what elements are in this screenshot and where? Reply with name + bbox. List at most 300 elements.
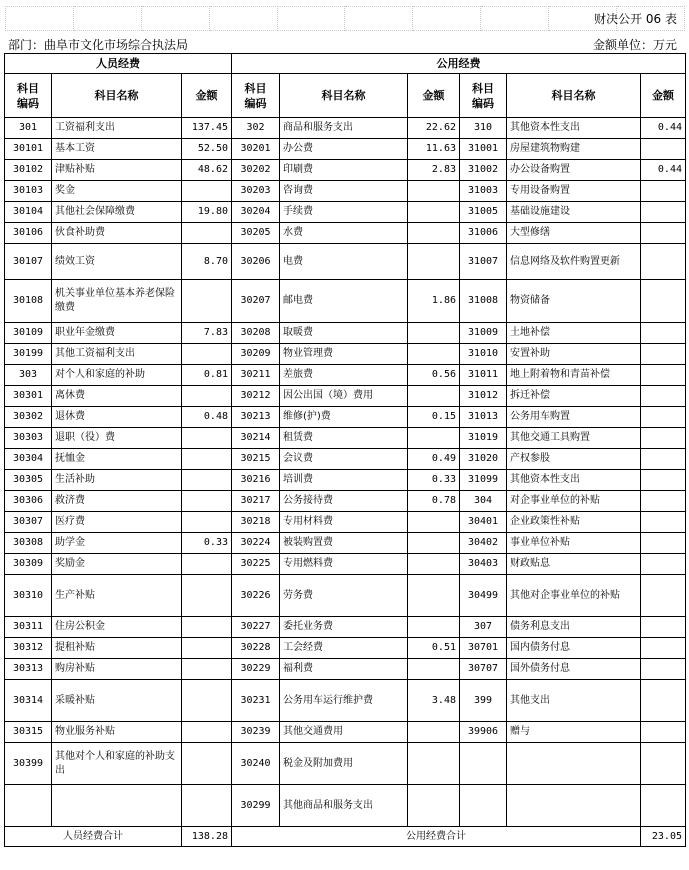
cell-code: 31008 — [460, 280, 507, 323]
cell-code: 31010 — [460, 344, 507, 365]
cell-name: 维修(护)费 — [280, 407, 408, 428]
cell-amount — [182, 617, 232, 638]
cell-name: 伙食补助费 — [52, 223, 182, 244]
cell-amount: 3.48 — [408, 680, 460, 722]
cell-name: 税金及附加费用 — [280, 743, 408, 785]
cell-name: 津贴补贴 — [52, 160, 182, 181]
cell-name: 其他交通工具购置 — [507, 428, 641, 449]
cell-code: 39906 — [460, 722, 507, 743]
cell-amount — [408, 202, 460, 223]
table-row — [5, 722, 686, 743]
cell-amount — [408, 554, 460, 575]
cell-code: 30101 — [5, 139, 52, 160]
cell-code: 30402 — [460, 533, 507, 554]
cell-name: 印刷费 — [280, 160, 408, 181]
cell-code: 30103 — [5, 181, 52, 202]
cell-code: 30106 — [5, 223, 52, 244]
cell-name: 采暖补贴 — [52, 680, 182, 722]
cell-amount — [408, 575, 460, 617]
header-name: 科目名称 — [280, 74, 408, 118]
cell-amount — [408, 659, 460, 680]
cell-amount: 0.49 — [408, 449, 460, 470]
cell-amount — [641, 223, 686, 244]
cell-code: 30401 — [460, 512, 507, 533]
cell-name: 其他资本性支出 — [507, 118, 641, 139]
cell-amount — [408, 181, 460, 202]
cell-amount — [408, 512, 460, 533]
top-grid-lines — [5, 6, 685, 31]
table-row — [5, 491, 686, 512]
table-row — [5, 659, 686, 680]
cell-code — [460, 743, 507, 785]
cell-amount — [182, 449, 232, 470]
cell-code: 31013 — [460, 407, 507, 428]
form-number: 财决公开 06 表 — [594, 12, 677, 26]
cell-code: 31006 — [460, 223, 507, 244]
cell-code: 30201 — [232, 139, 280, 160]
cell-name: 助学金 — [52, 533, 182, 554]
cell-amount: 0.33 — [408, 470, 460, 491]
header-code-text: 科目 编码 — [17, 81, 39, 110]
table-row — [5, 638, 686, 659]
cell-name: 企业政策性补贴 — [507, 512, 641, 533]
cell-amount — [641, 449, 686, 470]
cell-name: 工资福利支出 — [52, 118, 182, 139]
cell-name: 国内债务付息 — [507, 638, 641, 659]
cell-amount — [641, 244, 686, 280]
cell-code: 30108 — [5, 280, 52, 323]
cell-amount — [182, 491, 232, 512]
cell-name — [52, 785, 182, 827]
table-row — [5, 449, 686, 470]
cell-name: 退休费 — [52, 407, 182, 428]
cell-code: 31007 — [460, 244, 507, 280]
table-row — [5, 512, 686, 533]
cell-amount — [408, 244, 460, 280]
cell-amount — [408, 617, 460, 638]
cell-name: 对个人和家庭的补助 — [52, 365, 182, 386]
cell-name: 物业服务补贴 — [52, 722, 182, 743]
cell-amount — [641, 722, 686, 743]
cell-amount — [182, 659, 232, 680]
cell-name: 专用燃料费 — [280, 554, 408, 575]
cell-amount — [182, 638, 232, 659]
table-row — [5, 785, 686, 827]
cell-code: 30202 — [232, 160, 280, 181]
cell-name: 购房补贴 — [52, 659, 182, 680]
table-row — [5, 407, 686, 428]
cell-name: 其他资本性支出 — [507, 470, 641, 491]
cell-name: 公务用车运行维护费 — [280, 680, 408, 722]
cell-amount — [408, 323, 460, 344]
cell-code: 30307 — [5, 512, 52, 533]
cell-amount: 0.56 — [408, 365, 460, 386]
cell-code: 30209 — [232, 344, 280, 365]
cell-name: 水费 — [280, 223, 408, 244]
cell-name: 委托业务费 — [280, 617, 408, 638]
cell-code: 30309 — [5, 554, 52, 575]
cell-name: 债务利息支出 — [507, 617, 641, 638]
cell-amount — [641, 785, 686, 827]
cell-name: 被装购置费 — [280, 533, 408, 554]
cell-name: 安置补助 — [507, 344, 641, 365]
cell-code: 30228 — [232, 638, 280, 659]
cell-name: 提租补贴 — [52, 638, 182, 659]
cell-code: 30224 — [232, 533, 280, 554]
cell-amount — [641, 181, 686, 202]
cell-amount: 0.15 — [408, 407, 460, 428]
cell-amount — [641, 407, 686, 428]
cell-name: 拆迁补偿 — [507, 386, 641, 407]
cell-name: 产权参股 — [507, 449, 641, 470]
cell-code: 31020 — [460, 449, 507, 470]
cell-name — [507, 785, 641, 827]
cell-amount — [641, 139, 686, 160]
cell-amount — [641, 638, 686, 659]
cell-code: 30399 — [5, 743, 52, 785]
header-amount: 金额 — [182, 74, 232, 118]
expense-table — [4, 53, 686, 847]
cell-amount: 0.44 — [641, 118, 686, 139]
cell-amount — [408, 722, 460, 743]
cell-name: 培训费 — [280, 470, 408, 491]
cell-amount — [641, 575, 686, 617]
cell-amount — [641, 743, 686, 785]
header-name: 科目名称 — [52, 74, 182, 118]
cell-code: 30214 — [232, 428, 280, 449]
cell-name: 差旅费 — [280, 365, 408, 386]
cell-code: 30215 — [232, 449, 280, 470]
cell-amount — [408, 785, 460, 827]
cell-code: 302 — [232, 118, 280, 139]
public-total-amount: 23.05 — [641, 827, 686, 847]
cell-name: 公务用车购置 — [507, 407, 641, 428]
cell-code: 307 — [460, 617, 507, 638]
cell-name: 租赁费 — [280, 428, 408, 449]
cell-code: 30311 — [5, 617, 52, 638]
cell-name: 对企事业单位的补贴 — [507, 491, 641, 512]
cell-amount — [641, 280, 686, 323]
cell-amount: 7.83 — [182, 323, 232, 344]
cell-amount — [641, 344, 686, 365]
cell-name: 住房公积金 — [52, 617, 182, 638]
table-row — [5, 365, 686, 386]
cell-amount — [408, 344, 460, 365]
cell-code: 30499 — [460, 575, 507, 617]
cell-code: 31012 — [460, 386, 507, 407]
cell-amount — [641, 533, 686, 554]
cell-code: 30216 — [232, 470, 280, 491]
cell-code: 30211 — [232, 365, 280, 386]
cell-code: 303 — [5, 365, 52, 386]
cell-name: 专用材料费 — [280, 512, 408, 533]
cell-amount — [182, 280, 232, 323]
cell-name: 医疗费 — [52, 512, 182, 533]
cell-code: 30199 — [5, 344, 52, 365]
cell-code: 30302 — [5, 407, 52, 428]
cell-code — [460, 785, 507, 827]
cell-code: 30204 — [232, 202, 280, 223]
cell-code: 30229 — [232, 659, 280, 680]
header-code — [232, 74, 280, 118]
cell-name: 基本工资 — [52, 139, 182, 160]
section-personnel: 人员经费 — [5, 54, 232, 74]
cell-amount — [408, 386, 460, 407]
cell-name: 生活补助 — [52, 470, 182, 491]
header-amount: 金额 — [641, 74, 686, 118]
cell-amount: 8.70 — [182, 244, 232, 280]
cell-code: 31005 — [460, 202, 507, 223]
cell-code: 304 — [460, 491, 507, 512]
table-row — [5, 181, 686, 202]
cell-code: 30213 — [232, 407, 280, 428]
cell-amount — [182, 785, 232, 827]
cell-code: 31019 — [460, 428, 507, 449]
cell-name: 土地补偿 — [507, 323, 641, 344]
cell-name: 赠与 — [507, 722, 641, 743]
cell-name: 劳务费 — [280, 575, 408, 617]
cell-amount — [182, 470, 232, 491]
cell-amount: 2.83 — [408, 160, 460, 181]
cell-name: 财政贴息 — [507, 554, 641, 575]
cell-amount: 22.62 — [408, 118, 460, 139]
cell-code: 301 — [5, 118, 52, 139]
table-row — [5, 470, 686, 491]
totals-row — [5, 827, 686, 847]
cell-amount — [182, 554, 232, 575]
cell-amount — [641, 323, 686, 344]
table-row — [5, 533, 686, 554]
cell-amount: 0.44 — [641, 160, 686, 181]
cell-amount: 0.78 — [408, 491, 460, 512]
cell-code: 30102 — [5, 160, 52, 181]
cell-name: 邮电费 — [280, 280, 408, 323]
table-row — [5, 280, 686, 323]
cell-name: 咨询费 — [280, 181, 408, 202]
cell-amount: 52.50 — [182, 139, 232, 160]
table-row — [5, 617, 686, 638]
table-row — [5, 344, 686, 365]
cell-code: 30239 — [232, 722, 280, 743]
cell-amount — [641, 386, 686, 407]
cell-amount: 0.51 — [408, 638, 460, 659]
cell-name: 事业单位补贴 — [507, 533, 641, 554]
table-row — [5, 202, 686, 223]
cell-code: 30312 — [5, 638, 52, 659]
header-code — [460, 74, 507, 118]
cell-amount — [641, 659, 686, 680]
table-row — [5, 139, 686, 160]
section-public: 公用经费 — [232, 54, 686, 74]
cell-name: 退职（役）费 — [52, 428, 182, 449]
cell-name: 电费 — [280, 244, 408, 280]
cell-name: 职业年金缴费 — [52, 323, 182, 344]
cell-amount — [641, 365, 686, 386]
cell-code: 30203 — [232, 181, 280, 202]
cell-name: 国外债务付息 — [507, 659, 641, 680]
cell-name: 地上附着物和青苗补偿 — [507, 365, 641, 386]
cell-amount — [182, 223, 232, 244]
cell-code — [5, 785, 52, 827]
cell-name: 公务接待费 — [280, 491, 408, 512]
cell-code: 30226 — [232, 575, 280, 617]
cell-amount — [182, 386, 232, 407]
table-row — [5, 118, 686, 139]
cell-amount — [182, 680, 232, 722]
cell-amount — [182, 181, 232, 202]
public-total-label: 公用经费合计 — [232, 827, 641, 847]
cell-code: 30206 — [232, 244, 280, 280]
cell-amount — [408, 533, 460, 554]
table-row — [5, 680, 686, 722]
cell-name: 抚恤金 — [52, 449, 182, 470]
cell-name: 生产补贴 — [52, 575, 182, 617]
cell-name — [507, 743, 641, 785]
cell-code: 30303 — [5, 428, 52, 449]
department-label: 部门：曲阜市文化市场综合执法局 — [8, 38, 189, 52]
cell-code: 30231 — [232, 680, 280, 722]
cell-amount — [408, 223, 460, 244]
cell-code: 31099 — [460, 470, 507, 491]
cell-name: 基础设施建设 — [507, 202, 641, 223]
cell-amount — [641, 617, 686, 638]
cell-amount — [408, 428, 460, 449]
table-row — [5, 428, 686, 449]
cell-amount: 1.86 — [408, 280, 460, 323]
cell-code: 31011 — [460, 365, 507, 386]
cell-code: 30707 — [460, 659, 507, 680]
cell-name: 其他商品和服务支出 — [280, 785, 408, 827]
cell-code: 30107 — [5, 244, 52, 280]
cell-code: 310 — [460, 118, 507, 139]
cell-code: 30306 — [5, 491, 52, 512]
cell-name: 手续费 — [280, 202, 408, 223]
amount-unit-label: 金额单位：万元 — [592, 38, 677, 52]
cell-code: 30227 — [232, 617, 280, 638]
cell-name: 办公费 — [280, 139, 408, 160]
cell-code: 30305 — [5, 470, 52, 491]
cell-name: 信息网络及软件购置更新 — [507, 244, 641, 280]
cell-code: 30212 — [232, 386, 280, 407]
cell-name: 其他交通费用 — [280, 722, 408, 743]
cell-amount — [408, 743, 460, 785]
cell-amount — [641, 680, 686, 722]
cell-name: 工会经费 — [280, 638, 408, 659]
cell-amount — [641, 202, 686, 223]
cell-name: 其他工资福利支出 — [52, 344, 182, 365]
cell-amount — [182, 428, 232, 449]
cell-code: 30701 — [460, 638, 507, 659]
cell-name: 专用设备购置 — [507, 181, 641, 202]
header-code — [5, 74, 52, 118]
cell-code: 30301 — [5, 386, 52, 407]
cell-name: 物业管理费 — [280, 344, 408, 365]
cell-code: 30315 — [5, 722, 52, 743]
cell-amount — [641, 470, 686, 491]
cell-amount — [641, 491, 686, 512]
cell-code: 30207 — [232, 280, 280, 323]
table-row — [5, 554, 686, 575]
cell-code: 30403 — [460, 554, 507, 575]
cell-code: 30313 — [5, 659, 52, 680]
cell-name: 商品和服务支出 — [280, 118, 408, 139]
cell-amount: 19.80 — [182, 202, 232, 223]
header-code-text: 科目 编码 — [244, 81, 267, 110]
cell-name: 机关事业单位基本养老保险缴费 — [52, 280, 182, 323]
cell-code: 31009 — [460, 323, 507, 344]
cell-name: 大型修缮 — [507, 223, 641, 244]
cell-amount — [182, 344, 232, 365]
cell-amount — [641, 554, 686, 575]
cell-code: 30104 — [5, 202, 52, 223]
header-code-text: 科目 编码 — [472, 81, 494, 110]
cell-name: 其他社会保障缴费 — [52, 202, 182, 223]
cell-code: 30299 — [232, 785, 280, 827]
cell-name: 因公出国（境）费用 — [280, 386, 408, 407]
cell-amount — [182, 722, 232, 743]
cell-code: 30208 — [232, 323, 280, 344]
cell-name: 房屋建筑物购建 — [507, 139, 641, 160]
cell-code: 30240 — [232, 743, 280, 785]
cell-name: 奖金 — [52, 181, 182, 202]
cell-code: 399 — [460, 680, 507, 722]
table-row — [5, 223, 686, 244]
personnel-total-label: 人员经费合计 — [5, 827, 182, 847]
cell-amount — [641, 428, 686, 449]
cell-name: 福利费 — [280, 659, 408, 680]
cell-amount: 0.81 — [182, 365, 232, 386]
cell-code: 31001 — [460, 139, 507, 160]
cell-amount — [182, 743, 232, 785]
cell-name: 会议费 — [280, 449, 408, 470]
cell-code: 30314 — [5, 680, 52, 722]
cell-code: 30205 — [232, 223, 280, 244]
cell-amount: 11.63 — [408, 139, 460, 160]
cell-amount: 48.62 — [182, 160, 232, 181]
cell-name: 绩效工资 — [52, 244, 182, 280]
cell-name: 奖励金 — [52, 554, 182, 575]
table-row — [5, 160, 686, 181]
cell-amount — [182, 575, 232, 617]
table-row — [5, 743, 686, 785]
cell-amount: 137.45 — [182, 118, 232, 139]
table-row — [5, 244, 686, 280]
table-row — [5, 575, 686, 617]
cell-name: 离休费 — [52, 386, 182, 407]
cell-amount: 0.48 — [182, 407, 232, 428]
cell-code: 30304 — [5, 449, 52, 470]
cell-code: 30308 — [5, 533, 52, 554]
cell-amount — [641, 512, 686, 533]
cell-name: 取暖费 — [280, 323, 408, 344]
cell-code: 31002 — [460, 160, 507, 181]
cell-code: 30217 — [232, 491, 280, 512]
cell-name: 物资储备 — [507, 280, 641, 323]
cell-name: 其他对个人和家庭的补助支出 — [52, 743, 182, 785]
cell-code: 30225 — [232, 554, 280, 575]
cell-name: 救济费 — [52, 491, 182, 512]
cell-code: 31003 — [460, 181, 507, 202]
cell-code: 30310 — [5, 575, 52, 617]
cell-amount: 0.33 — [182, 533, 232, 554]
table-row — [5, 323, 686, 344]
cell-name: 其他支出 — [507, 680, 641, 722]
cell-code: 30109 — [5, 323, 52, 344]
cell-name: 办公设备购置 — [507, 160, 641, 181]
header-amount: 金额 — [408, 74, 460, 118]
personnel-total-amount: 138.28 — [182, 827, 232, 847]
table-row — [5, 386, 686, 407]
